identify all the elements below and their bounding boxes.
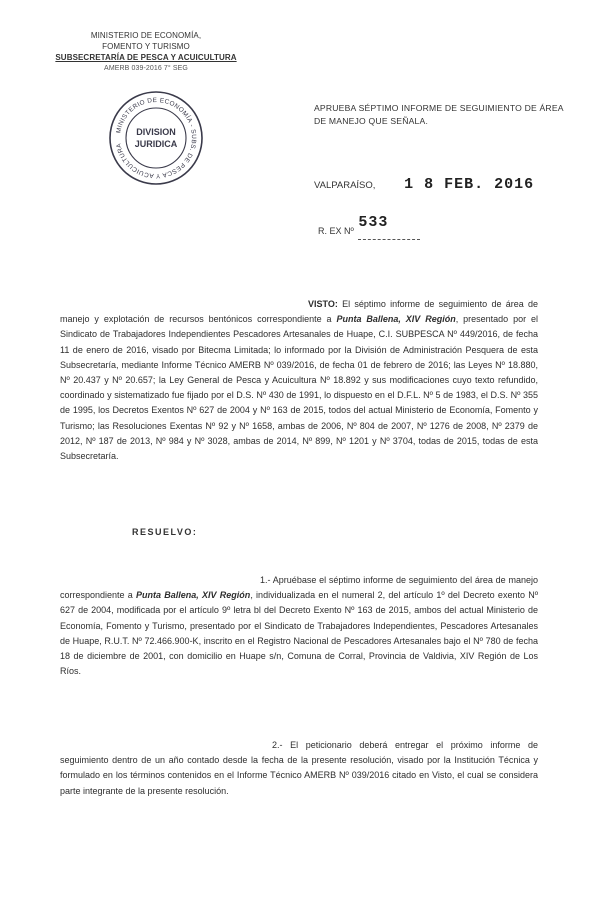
subsecretaria-name: SUBSECRETARÍA DE PESCA Y ACUICULTURA (55, 53, 237, 62)
stamp-center-line1: DIVISION (136, 127, 176, 137)
visto-paragraph (60, 297, 538, 464)
date-stamp: 1 8 FEB. 2016 (404, 176, 535, 193)
stamp-center-text (108, 126, 204, 150)
resolution-point-1 (60, 573, 538, 679)
resolution-number-field (358, 214, 420, 240)
point-1-text-b: , individualizada en el numeral 2, del artículo 1º del Decreto exento Nº 627 de 2004, modificada por el artículo 9º letra bl del Decreto Exento Nº 163 de 2015, ambos del actual Ministerio de Economía, Fomento y Turismo, presentado por el Sindicato de Trabajadores Independientes, Pescadores Artesanales de Huape, R.U.T. Nº 72.466.900-K, inscrito en el Registro Nacional de Pescadores Artesanales bajo el Nº 780 de fecha 18 de diciembre de 2001, con domicilio en Huape s/n, Comuna de Corral, Provincia de Valdivia, XIV Región de Los Ríos. (60, 590, 538, 677)
stamp-ring-text: MINISTERIO DE ECONOMÍA - SUBS. DE PESCA Y ACUICULTURA (115, 96, 198, 180)
division-juridica-stamp (108, 90, 204, 186)
stamp-center-line2: JURIDICA (134, 139, 178, 149)
point-2-text: El peticionario deberá entregar el próximo informe de seguimiento dentro de un año contado desde la fecha de la presente resolución, visado por la Institución Técnica y formulado en los términos contenidos en el Informe Técnico AMERB Nº 039/2016 citado en Visto, el cual se considera parte integrante de la presente resolución. (60, 740, 538, 796)
ministry-header (46, 30, 246, 74)
visto-label: VISTO: (308, 299, 338, 309)
resolution-number: 533 (358, 214, 389, 231)
ministry-name-line1: MINISTERIO DE ECONOMÍA, (90, 31, 202, 40)
point-2-number: 2.- (272, 740, 283, 750)
point-1-area-name: Punta Ballena, XIV Región (136, 590, 251, 601)
resolution-point-2 (60, 738, 538, 799)
resuelvo-heading: RESUELVO: (132, 527, 198, 537)
visto-text-a: El séptimo informe de seguimiento de área de manejo y explotación de recursos bentónicos correspondiente a (60, 299, 538, 325)
place-label: VALPARAÍSO, (314, 180, 376, 191)
ministry-name-line2: FOMENTO Y TURISMO (102, 42, 190, 51)
resolution-prefix: R. EX Nº (318, 226, 354, 236)
place-date-line (314, 176, 574, 193)
point-1-number: 1.- (260, 575, 271, 585)
resolution-subject: APRUEBA SÉPTIMO INFORME DE SEGUIMIENTO DE ÁREA DE MANEJO QUE SEÑALA. (314, 103, 564, 126)
point-1-text-a: Apruébase el séptimo informe de seguimiento del área de manejo correspondiente a (60, 575, 538, 601)
visto-area-name: Punta Ballena, XIV Región (336, 314, 456, 325)
reference-code: AMERB 039-2016 7° SEG (104, 65, 188, 72)
visto-text-b: , presentado por el Sindicato de Trabajadores Independientes Pescadores Artesanales de Huape, C.I. SUBPESCA Nº 449/2016, de fecha 11 de enero de 2016, visado por Bitecma Limitada; lo informado por la División de Administración Pesquera de esta Subsecretaría, mediante Informe Técnico AMERB Nº 039/2016, de fecha 01 de febrero de 2016; las Leyes Nº 18.880, Nº 20.437 y Nº 20.657; la Ley General de Pesca y Acuicultura Nº 18.892 y sus modificaciones cuyo texto refundido, coordinado y sistematizado fue fijado por el D.S. Nº 430 de 1991, lo dispuesto en el D.F.L. Nº 5 de 1983, el D.S. Nº 355 de 1995, los Decretos Exentos Nº 627 de 2004 y Nº 163 de 2015, todos del actual Ministerio de Economía, Fomento y Turismo; las Resoluciones Exentas Nº 92 y Nº 1658, ambas de 2006, Nº 804 de 2007, Nº 1276 de 2008, Nº 2379 de 2012, Nº 187 de 2013, Nº 984 y Nº 3028, ambas de 2014, Nº 899, Nº 1201 y Nº 3704, todas de 2015, todas de esta Subsecretaría. (60, 314, 539, 462)
resolution-number-line (318, 214, 578, 240)
